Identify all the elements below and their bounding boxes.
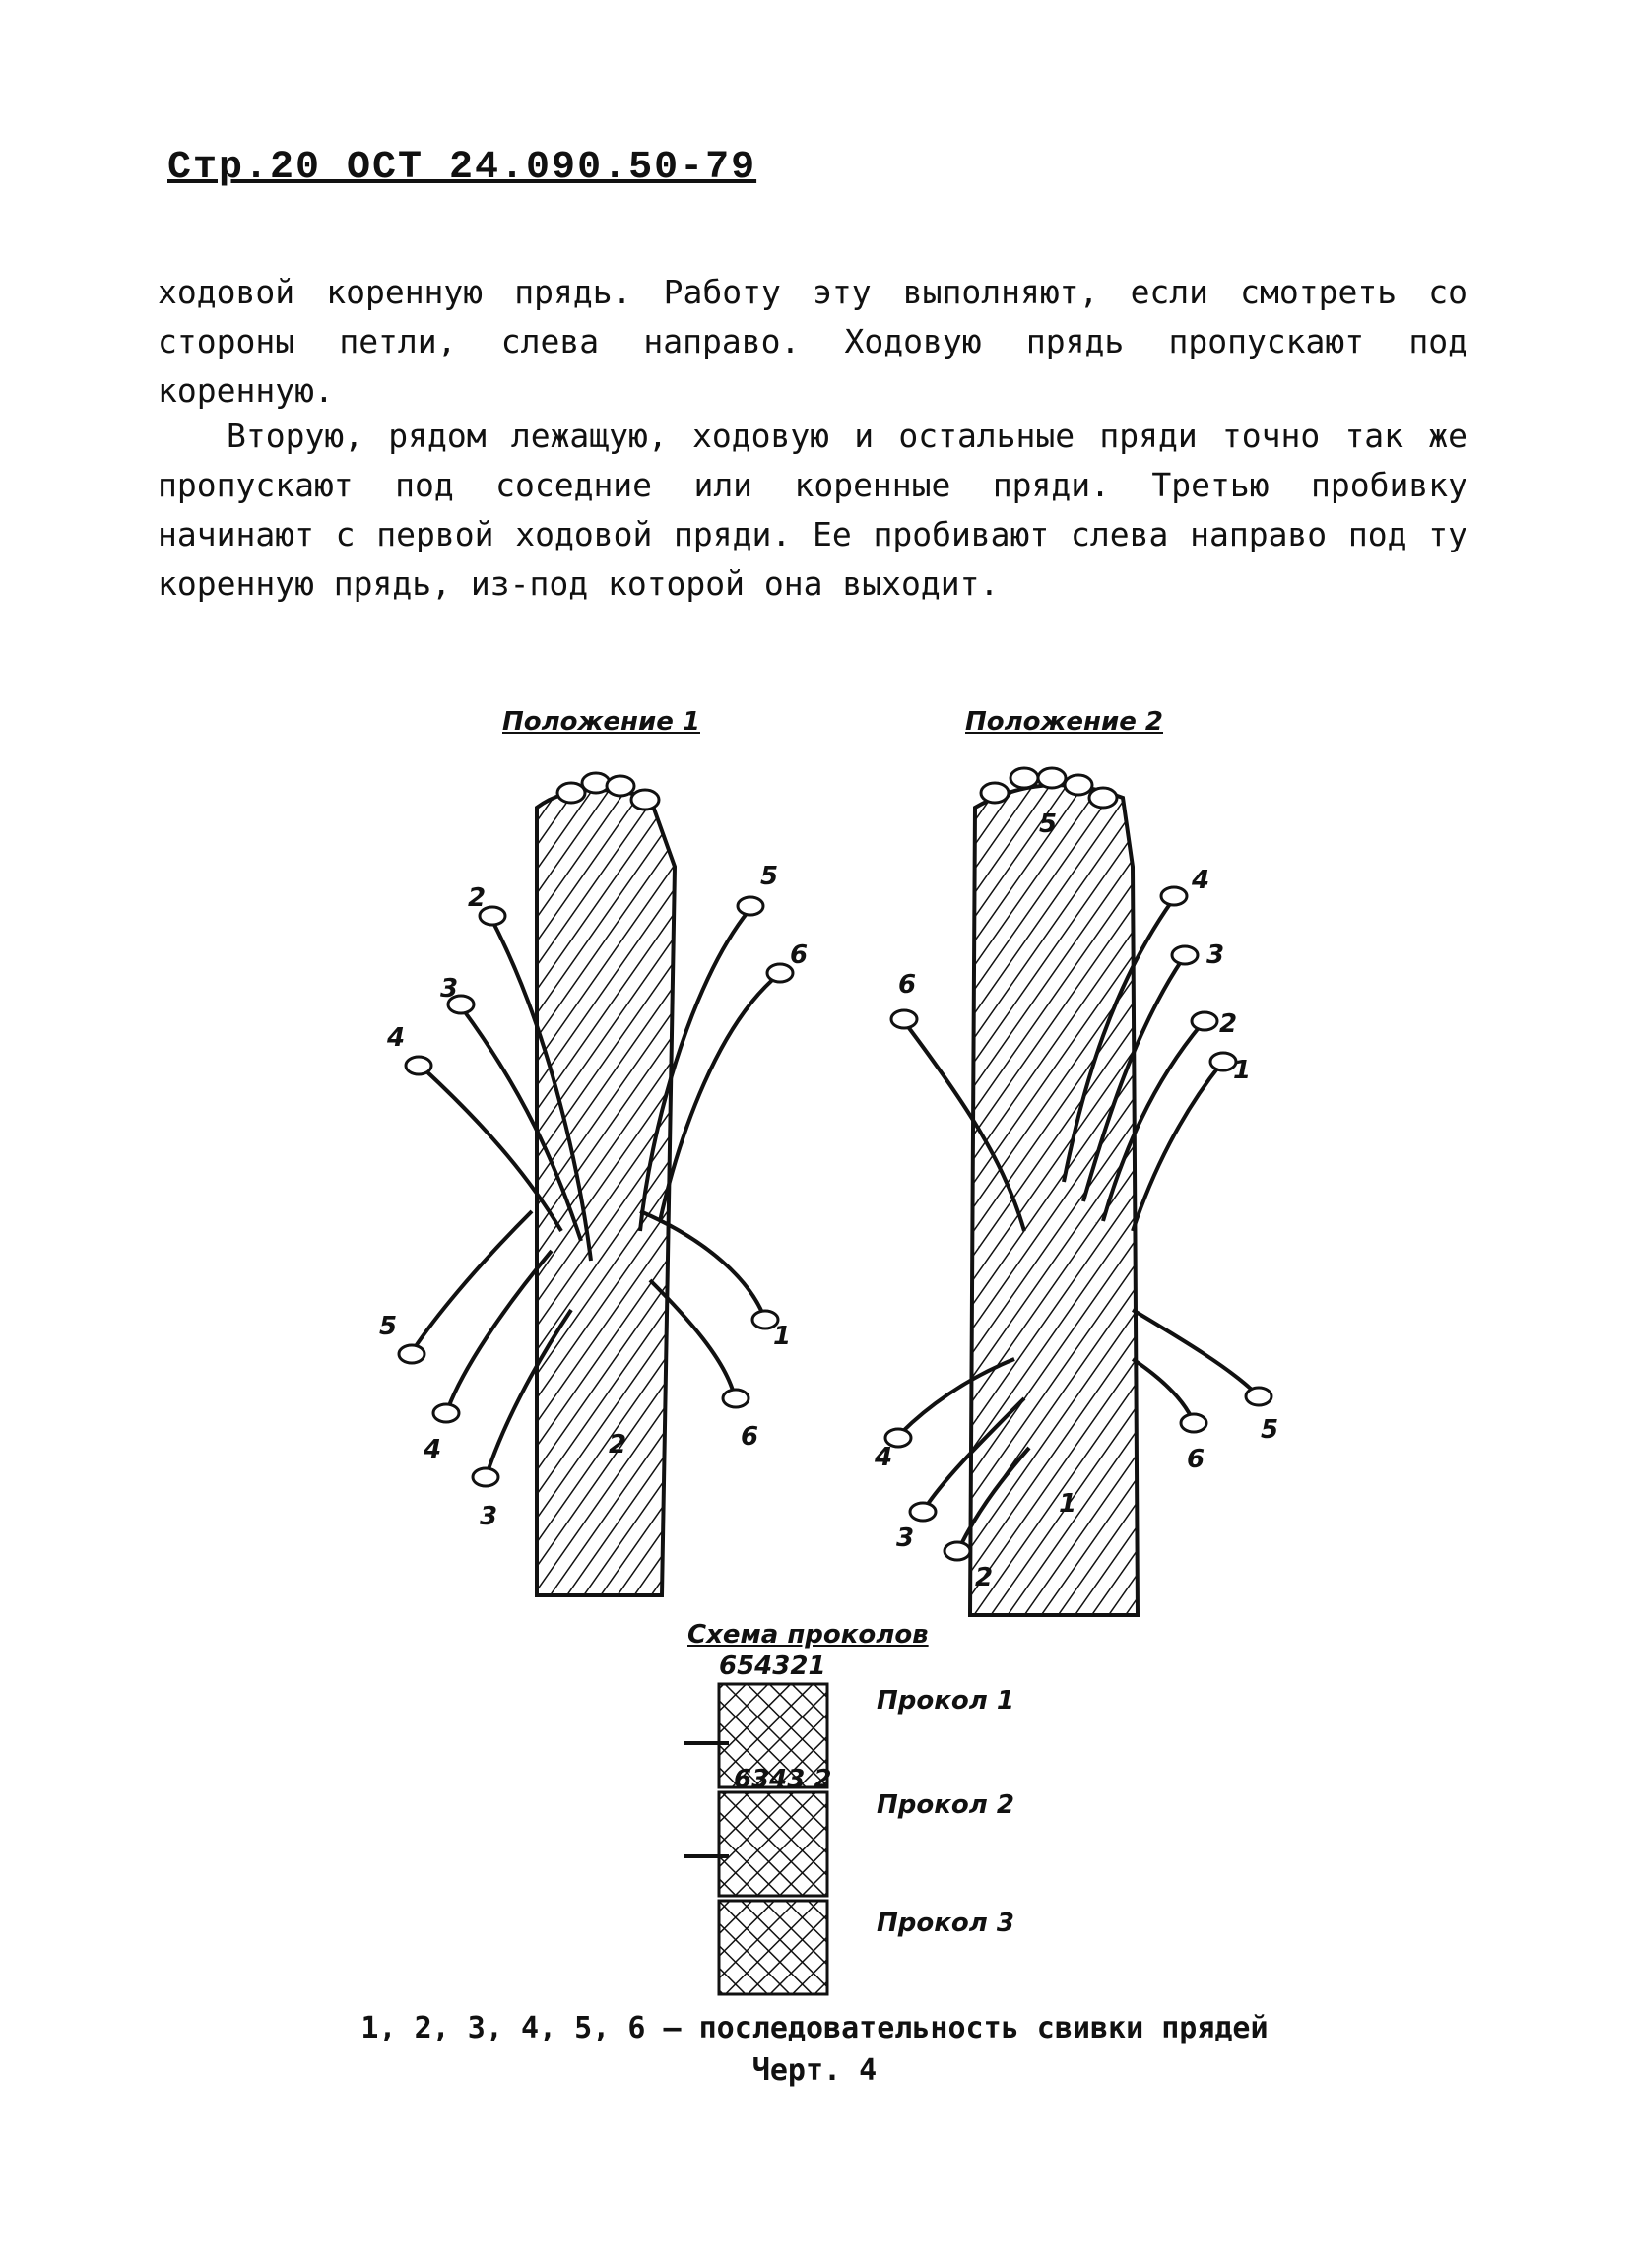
num-rb-4: 4 [875, 1443, 893, 1472]
num-lb-5: 5 [379, 1312, 398, 1341]
num-lb-4: 4 [424, 1435, 442, 1464]
scheme-top-numbers: 654321 [719, 1652, 826, 1681]
num-r-6: 6 [898, 970, 917, 1000]
scheme-mid-numbers: 6343 2 [734, 1765, 832, 1794]
paragraph-2-text: Вторую, рядом лежащую, ходовую и остальные пряди точно так же пропускают под соседние или коренные пряди. Третью пробивку начинают с первой ходовой пряди. Ее пробивают слева направо под ту коренную прядь, из-под которой она выходит. [158, 417, 1467, 603]
prokol-3-label: Прокол 3 [877, 1909, 1014, 1938]
num-rb-6: 6 [1187, 1445, 1205, 1474]
num-rb-5: 5 [1261, 1415, 1279, 1445]
num-l-3: 3 [440, 974, 459, 1004]
puncture-scheme [684, 1684, 827, 1994]
rope-position-1 [399, 773, 793, 1595]
rope-position-2 [885, 768, 1271, 1615]
num-l-2: 2 [468, 883, 487, 913]
num-l-4: 4 [387, 1023, 406, 1053]
position-2-label: Положение 2 [965, 707, 1163, 737]
num-l-6: 6 [790, 940, 809, 970]
num-r-4: 4 [1192, 866, 1210, 895]
prokol-1-label: Прокол 1 [877, 1686, 1014, 1716]
num-r-2: 2 [1219, 1009, 1238, 1039]
num-rb-1: 1 [1059, 1489, 1077, 1519]
num-r-3: 3 [1206, 940, 1225, 970]
position-1-label: Положение 1 [502, 707, 700, 737]
num-r-1: 1 [1233, 1056, 1252, 1085]
scheme-label: Схема проколов [687, 1620, 929, 1650]
num-lb-3: 3 [480, 1502, 498, 1531]
prokol-2-label: Прокол 2 [877, 1790, 1014, 1820]
num-lb-6: 6 [741, 1422, 759, 1452]
num-l-5: 5 [760, 862, 779, 891]
num-rb-3: 3 [896, 1523, 915, 1553]
num-rb-2: 2 [975, 1563, 994, 1592]
num-lb-1: 1 [773, 1322, 792, 1351]
num-lb-2: 2 [609, 1430, 627, 1459]
figure-caption: 1, 2, 3, 4, 5, 6 – последовательность свивки прядей [360, 2011, 1269, 2045]
paragraph-1-text: ходовой коренную прядь. Работу эту выполняют, если смотреть со стороны петли, слева направо. Ходовую прядь пропускают под коренную. [158, 273, 1467, 410]
num-r-5: 5 [1039, 810, 1058, 839]
figure-number: Черт. 4 [751, 2053, 878, 2088]
page-header: Стр.20 ОСТ 24.090.50-79 [167, 146, 757, 190]
